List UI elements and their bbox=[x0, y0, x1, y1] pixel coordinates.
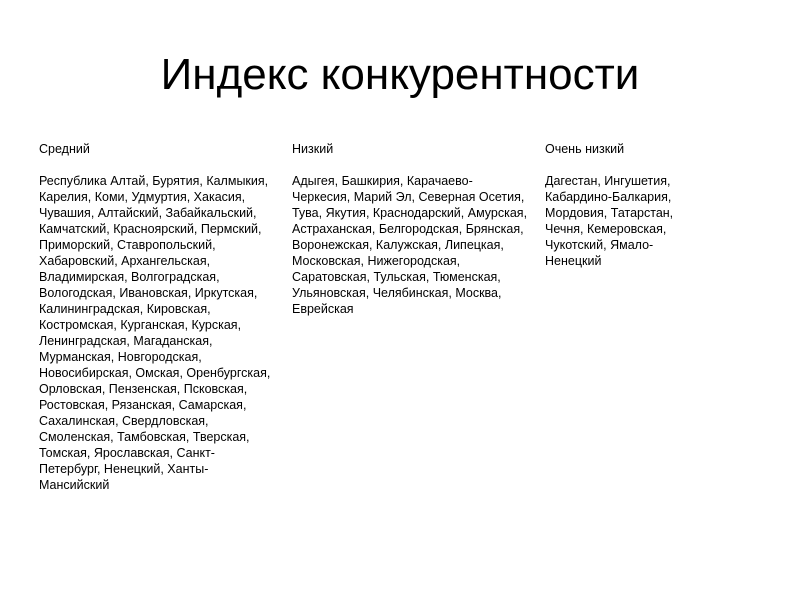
column-heading: Очень низкий bbox=[545, 142, 625, 156]
region-list: Республика Алтай, Бурятия, Калмыкия, Карелия, Коми, Удмуртия, Хакасия, Чувашия, Алтайский, Забайкальский, Камчатский, Красноярский, Пермский, Приморский, Ставропольский, Хабаровский, Архангельская, Владимирская, Волгоградская, Вологодская, Ивановская, Иркутская, Калининградская, Кировская, Костромская, Курганская, Курская, Ленинградская, Магаданская, Мурманская, Новгородская, Новосибирская, Омская, Оренбургская, Орловская, Пензенская, Псковская, Ростовская, Рязанская, Самарская, Сахалинская, Свердловская, Смоленская, Тамбовская, Тверская, Томская, Ярославская, Санкт- Петербург, Ненецкий, Ханты- Мансийский bbox=[39, 174, 271, 492]
column-low bbox=[292, 141, 544, 317]
column-very-low bbox=[545, 141, 785, 269]
region-list: Дагестан, Ингушетия, Кабардино-Балкария, Мордовия, Татарстан, Чечня, Кемеровская, Чукотский, Ямало- Ненецкий bbox=[545, 174, 674, 268]
slide-title: Индекс конкурентности bbox=[160, 50, 640, 99]
column-heading: Средний bbox=[39, 142, 90, 156]
column-medium bbox=[39, 141, 291, 493]
region-list: Адыгея, Башкирия, Карачаево- Черкесия, Марий Эл, Северная Осетия, Тува, Якутия, Краснодарский, Амурская, Астраханская, Белгородская, Брянская, Воронежская, Калужская, Липецкая, Московская, Нижегородская, Саратовская, Тульская, Тюменская, Ульяновская, Челябинская, Москва, Еврейская bbox=[292, 174, 528, 316]
column-heading: Низкий bbox=[292, 142, 334, 156]
